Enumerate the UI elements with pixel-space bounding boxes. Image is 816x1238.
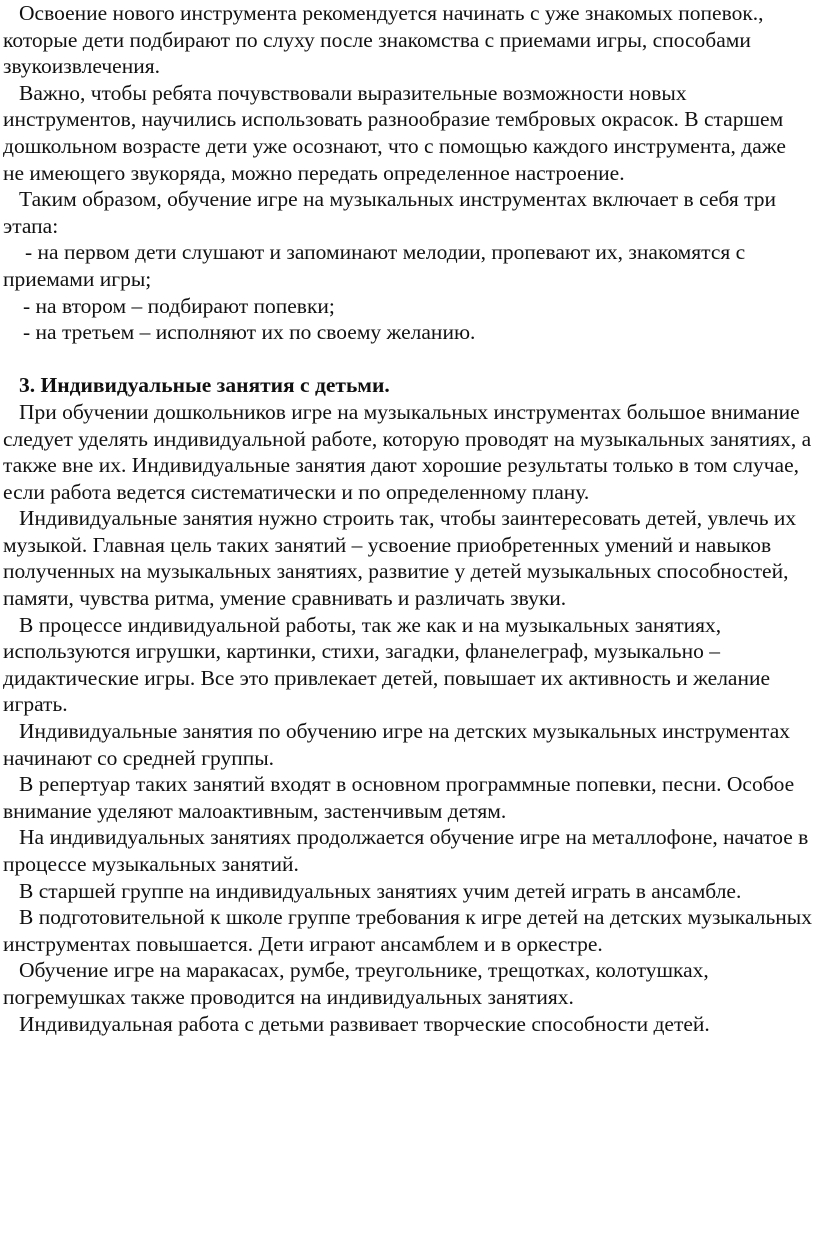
section-heading: 3. Индивидуальные занятия с детьми. <box>19 373 390 398</box>
paragraph: Освоение нового инструмента рекомендуется начинать с уже знакомых попевок., которые дети подбирают по слуху после знакомства с приемами игры, способами звукоизвлечения. <box>3 1 764 79</box>
paragraph: В старшей группе на индивидуальных занятиях учим детей играть в ансамбле. <box>19 878 742 903</box>
paragraph: В репертуар таких занятий входят в основном программные попевки, песни. Особое внимание уделяют малоактивным, застенчивым детям. <box>3 772 795 823</box>
paragraph: В подготовительной к школе группе требования к игре детей на детских музыкальных инструментах повышается. Дети играют ансамблем и в оркестре. <box>3 905 812 956</box>
blank-line <box>3 346 812 373</box>
paragraph: При обучении дошкольников игре на музыкальных инструментах большое внимание следует уделять индивидуальной работе, которую проводят на музыкальных занятиях, а также вне их. Индивидуальные занятия дают хорошие результаты только в том случае, если работа ведется систематически и по определенному плану. <box>3 399 812 504</box>
stage-item: - на втором – подбирают попевки; <box>23 293 335 318</box>
paragraph: Обучение игре на маракасах, румбе, треугольнике, трещотках, колотушках, погремушках также проводится на индивидуальных занятиях. <box>3 958 709 1009</box>
stage-item: - на третьем – исполняют их по своему желанию. <box>23 320 476 345</box>
paragraph: В процессе индивидуальной работы, так же как и на музыкальных занятиях, используются игрушки, картинки, стихи, загадки, фланелеграф, музыкально – дидактические игры. Все это привлекает детей, повышает их активность и желание играть. <box>3 612 771 717</box>
paragraph: Индивидуальная работа с детьми развивает творческие способности детей. <box>19 1011 710 1036</box>
paragraph: Важно, чтобы ребята почувствовали выразительные возможности новых инструментов, научились использовать разнообразие тембровых окрасок. В старшем дошкольном возрасте дети уже осознают, что с помощью каждого инструмента, даже не имеющего звукоряда, можно передать определенное настроение. <box>3 80 786 185</box>
paragraph: На индивидуальных занятиях продолжается обучение игре на металлофоне, начатое в процессе музыкальных занятий. <box>3 825 809 876</box>
paragraph: Индивидуальные занятия по обучению игре на детских музыкальных инструментах начинают со средней группы. <box>3 719 791 770</box>
paragraph: Таким образом, обучение игре на музыкальных инструментах включает в себя три этапа: <box>3 187 777 238</box>
paragraph: Индивидуальные занятия нужно строить так, чтобы заинтересовать детей, увлечь их музыкой. Главная цель таких занятий – усвоение приобретенных умений и навыков полученных на музыкальных занятиях, развитие у детей музыкальных способностей, памяти, чувства ритма, умение сравнивать и различать звуки. <box>3 506 797 611</box>
stage-item: - на первом дети слушают и запоминают мелодии, пропевают их, знакомятся с приемами игры; <box>3 240 746 291</box>
